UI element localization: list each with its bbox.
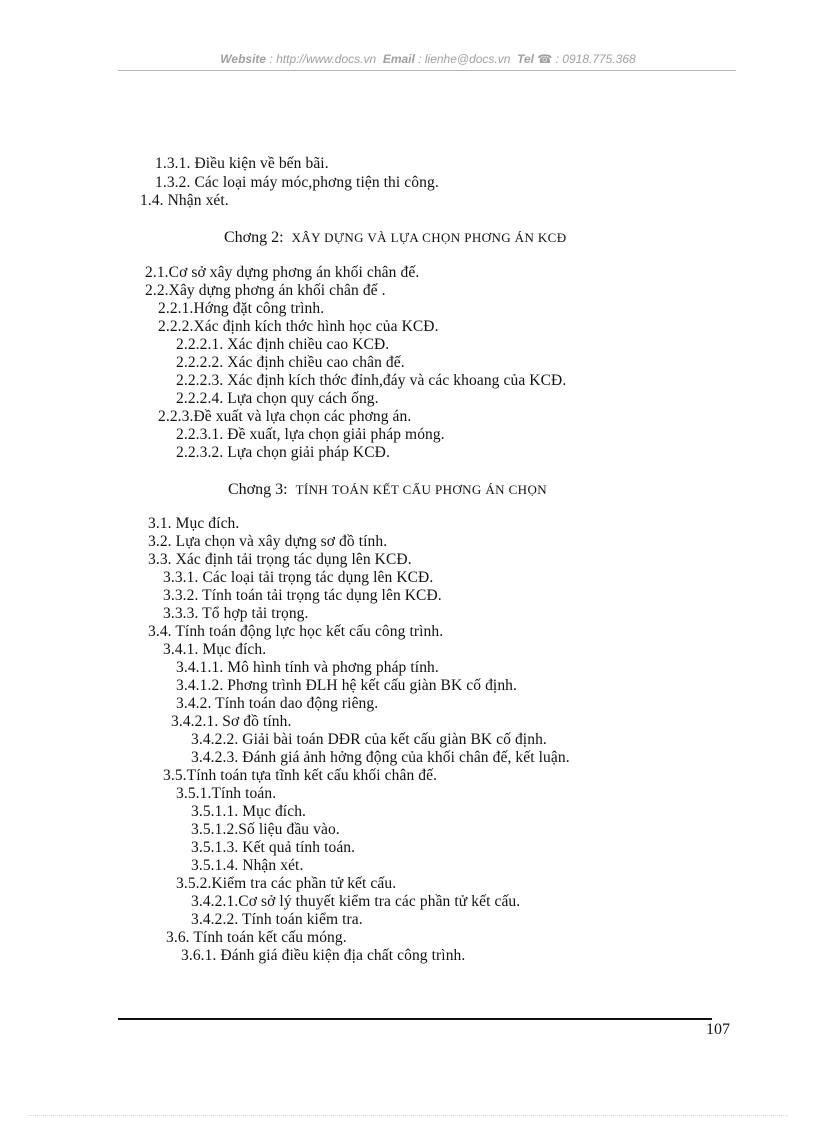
toc-line: 3.5.1.4. Nhận xét. [191,857,304,874]
toc-line: 2.2.2.4. Lựa chọn quy cách ống. [176,390,379,407]
toc-line: 3.2. Lựa chọn và xây dựng sơ đồ tính. [148,533,388,550]
toc-line: 2.2.Xây dựng phơng án khối chân đế . [145,282,386,299]
page-edge-dots [28,1115,788,1116]
toc-line: 3.5.1.1. Mục đích. [191,803,307,820]
toc-line: 3.3. Xác định tải trọng tác dụng lên KCĐ. [148,551,412,568]
toc-line: 3.5.Tính toán tựa tĩnh kết cấu khối chân đế. [163,767,438,784]
toc-line: 3.6.1. Đánh giá điều kiện địa chất công trình. [181,947,466,964]
chapter-heading-3 [228,481,547,499]
toc-line: 3.4.1.1. Mô hình tính và phơng pháp tính. [176,659,439,676]
toc-line: 3.4.2. Tính toán dao động riêng. [176,695,379,712]
toc-line: 3.4.2.3. Đánh giá ảnh hởng động của khối chân đế, kết luận. [191,749,570,766]
chapter-title: XÂY DỰNG VÀ LỰA CHỌN PHƠNG ÁN KCĐ [291,230,567,245]
toc-line: 3.1. Mục đích. [148,515,240,532]
toc-line: 1.3.1. Điều kiện về bến bãi. [155,155,329,172]
toc-line: 2.2.2.3. Xác định kích thớc đỉnh,đáy và các khoang của KCĐ. [176,372,567,389]
toc-line: 3.5.1.Tính toán. [176,785,277,802]
toc-line: 2.2.2.Xác định kích thớc hình học của KCĐ. [158,318,439,335]
chapter-label: Chơng 2: [224,229,284,246]
page-number: 107 [706,1021,730,1038]
chapter-heading-2 [224,229,567,247]
toc-line: 2.2.3.Đề xuất và lựa chọn các phơng án. [158,408,412,425]
tel-value: ☎ : 0918.775.368 [537,52,636,66]
page-header [120,52,736,66]
toc-line: 3.3.3. Tổ hợp tải trọng. [163,605,309,622]
website-label: Website [220,52,267,66]
footer-divider [118,1018,712,1020]
toc-line: 2.2.3.1. Đề xuất, lựa chọn giải pháp móng. [176,426,445,443]
toc-line: 3.5.1.2.Số liệu đầu vào. [191,821,340,838]
toc-line: 3.4. Tính toán động lực học kết cấu công trình. [148,623,444,640]
toc-line: 3.4.2.1. Sơ đồ tính. [171,713,292,730]
toc-line: 3.3.2. Tính toán tải trọng tác dụng lên KCĐ. [163,587,442,604]
toc-line: 3.5.2.Kiểm tra các phần tử kết cấu. [176,875,397,892]
toc-line: 3.3.1. Các loại tải trọng tác dụng lên KCĐ. [163,569,434,586]
chapter-label: Chơng 3: [228,481,288,498]
toc-line: 2.2.2.1. Xác định chiều cao KCĐ. [176,336,390,353]
website-value[interactable]: : http://www.docs.vn [269,52,377,66]
toc-line: 3.4.1. Mục đích. [163,641,267,658]
toc-line: 3.4.2.1.Cơ sở lý thuyết kiểm tra các phần tử kết cấu. [191,893,521,910]
toc-line: 3.4.2.2. Giải bài toán DĐR của kết cấu giàn BK cố định. [191,731,547,748]
tel-label: Tel [517,52,534,66]
toc-line: 2.2.1.Hớng đặt công trình. [158,300,325,317]
toc-line: 3.4.1.2. Phơng trình ĐLH hệ kết cấu giàn BK cố định. [176,677,518,694]
toc-line: 3.4.2.2. Tính toán kiểm tra. [191,911,363,928]
toc-line: 3.6. Tính toán kết cấu móng. [166,929,347,946]
toc-line: 1.3.2. Các loại máy móc,phơng tiện thi công. [155,174,439,191]
email-label: Email [382,52,415,66]
chapter-title: TÍNH TOÁN KẾT CẤU PHƠNG ÁN CHỌN [295,482,548,497]
toc-line: 1.4. Nhận xét. [140,192,229,209]
email-value[interactable]: : lienhe@docs.vn [418,52,511,66]
toc-line: 2.2.2.2. Xác định chiều cao chân đế. [176,354,405,371]
header-divider [118,70,736,71]
toc-line: 3.5.1.3. Kết quả tính toán. [191,839,356,856]
toc-line: 2.2.3.2. Lựa chọn giải pháp KCĐ. [176,444,390,461]
toc-line: 2.1.Cơ sở xây dựng phơng án khối chân đế. [145,264,420,281]
